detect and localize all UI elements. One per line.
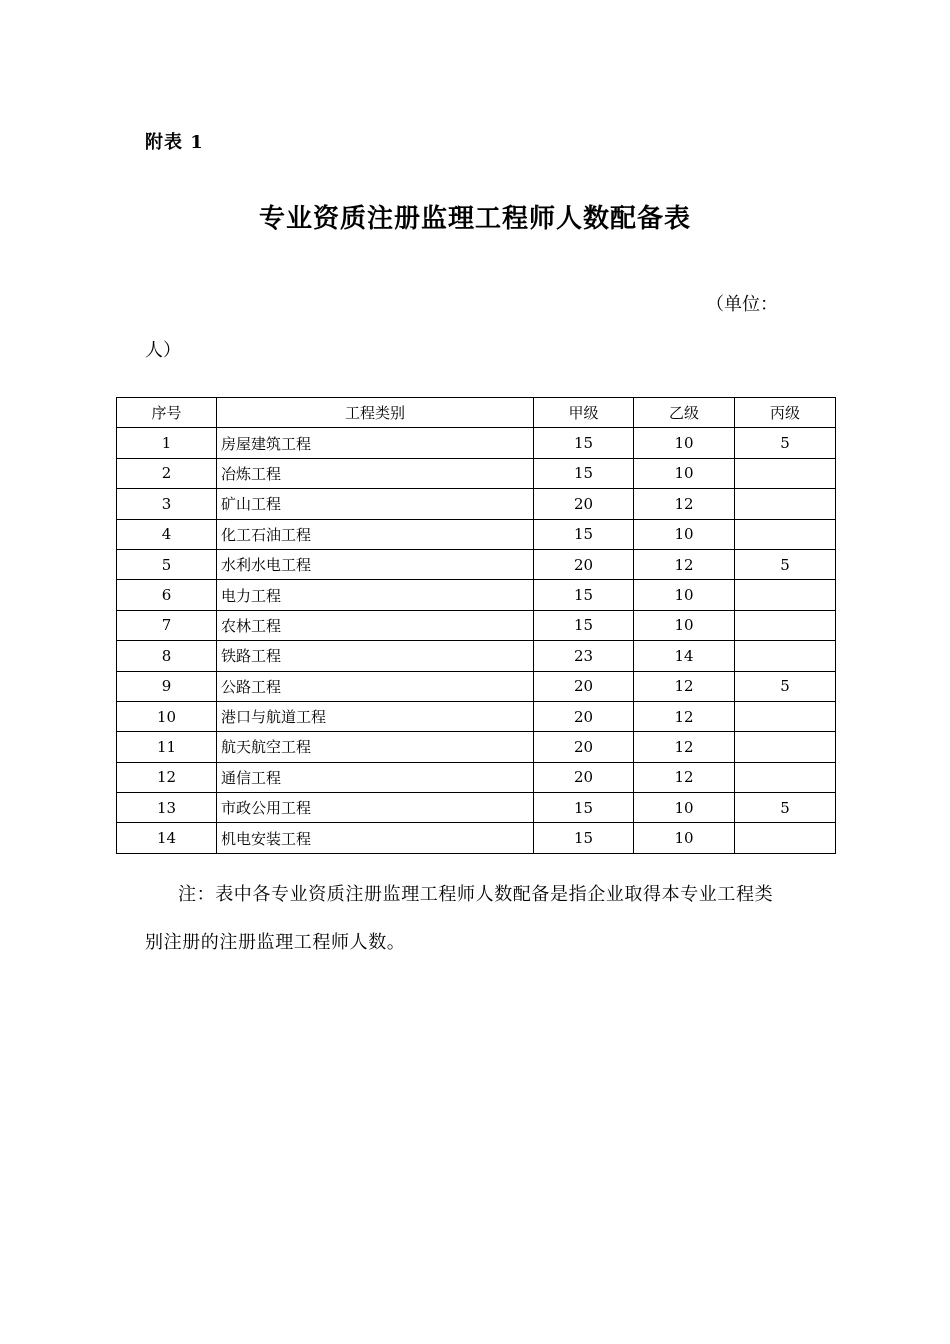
table-row [117,458,836,488]
cell-grade-c [735,610,836,640]
cell-grade-c [735,489,836,519]
cell-serial-number: 7 [117,610,217,640]
cell-grade-b: 12 [634,489,735,519]
cell-grade-b: 12 [634,732,735,762]
cell-grade-c [735,762,836,792]
cell-serial-number: 9 [117,671,217,701]
cell-grade-a: 20 [534,489,634,519]
cell-category: 矿山工程 [217,489,534,519]
cell-grade-a: 15 [534,458,634,488]
cell-grade-a: 15 [534,428,634,458]
cell-category: 农林工程 [217,610,534,640]
cell-grade-b: 10 [634,793,735,823]
cell-grade-c [735,580,836,610]
cell-serial-number: 13 [117,793,217,823]
cell-grade-b: 10 [634,428,735,458]
cell-serial-number: 10 [117,701,217,731]
cell-serial-number: 3 [117,489,217,519]
unit-label-close: 人） [145,340,181,361]
cell-serial-number: 5 [117,549,217,579]
cell-grade-b: 12 [634,762,735,792]
cell-grade-b: 10 [634,458,735,488]
cell-grade-c: 5 [735,671,836,701]
cell-serial-number: 11 [117,732,217,762]
cell-grade-a: 20 [534,549,634,579]
cell-grade-a: 15 [534,580,634,610]
cell-grade-b: 10 [634,610,735,640]
cell-grade-c [735,701,836,731]
cell-category: 冶炼工程 [217,458,534,488]
cell-serial-number: 4 [117,519,217,549]
cell-grade-b: 14 [634,641,735,671]
table-row [117,823,836,853]
cell-grade-a: 15 [534,610,634,640]
cell-grade-a: 15 [534,793,634,823]
table-row [117,732,836,762]
cell-category: 房屋建筑工程 [217,428,534,458]
header-grade-c: 丙级 [735,398,836,428]
table-row [117,519,836,549]
table-row [117,762,836,792]
cell-category: 港口与航道工程 [217,701,534,731]
cell-serial-number: 14 [117,823,217,853]
table-row [117,428,836,458]
unit-label-open: （单位： [706,294,778,315]
table-row [117,701,836,731]
table-row [117,610,836,640]
cell-grade-a: 20 [534,762,634,792]
cell-grade-b: 12 [634,671,735,701]
table-row [117,671,836,701]
appendix-label: 附表 1 [145,132,204,153]
cell-grade-a: 23 [534,641,634,671]
note-line-2: 别注册的注册监理工程师人数。 [145,932,406,953]
cell-category: 航天航空工程 [217,732,534,762]
table-header-row [117,398,836,428]
note-line-1: 注：表中各专业资质注册监理工程师人数配备是指企业取得本专业工程类 [178,884,774,905]
cell-serial-number: 12 [117,762,217,792]
cell-category: 公路工程 [217,671,534,701]
cell-category: 通信工程 [217,762,534,792]
cell-grade-c [735,641,836,671]
cell-grade-c [735,458,836,488]
table-row [117,489,836,519]
cell-category: 电力工程 [217,580,534,610]
staffing-table [116,397,836,854]
header-serial-number: 序号 [117,398,217,428]
cell-grade-a: 20 [534,671,634,701]
cell-grade-c [735,732,836,762]
cell-category: 化工石油工程 [217,519,534,549]
cell-grade-c [735,519,836,549]
header-grade-a: 甲级 [534,398,634,428]
cell-grade-a: 20 [534,701,634,731]
cell-category: 机电安装工程 [217,823,534,853]
document-title: 专业资质注册监理工程师人数配备表 [258,204,691,234]
cell-category: 市政公用工程 [217,793,534,823]
table-row [117,580,836,610]
cell-grade-b: 10 [634,580,735,610]
header-category: 工程类别 [217,398,534,428]
cell-category: 水利水电工程 [217,549,534,579]
table-row [117,793,836,823]
cell-grade-b: 10 [634,823,735,853]
table-body [117,428,836,853]
cell-grade-a: 15 [534,519,634,549]
cell-grade-b: 10 [634,519,735,549]
header-grade-b: 乙级 [634,398,735,428]
cell-grade-c: 5 [735,549,836,579]
cell-grade-c: 5 [735,793,836,823]
cell-grade-a: 20 [534,732,634,762]
cell-serial-number: 6 [117,580,217,610]
cell-serial-number: 2 [117,458,217,488]
cell-grade-b: 12 [634,549,735,579]
cell-serial-number: 8 [117,641,217,671]
cell-category: 铁路工程 [217,641,534,671]
cell-grade-b: 12 [634,701,735,731]
cell-serial-number: 1 [117,428,217,458]
cell-grade-c: 5 [735,428,836,458]
table-row [117,549,836,579]
cell-grade-a: 15 [534,823,634,853]
cell-grade-c [735,823,836,853]
table-row [117,641,836,671]
